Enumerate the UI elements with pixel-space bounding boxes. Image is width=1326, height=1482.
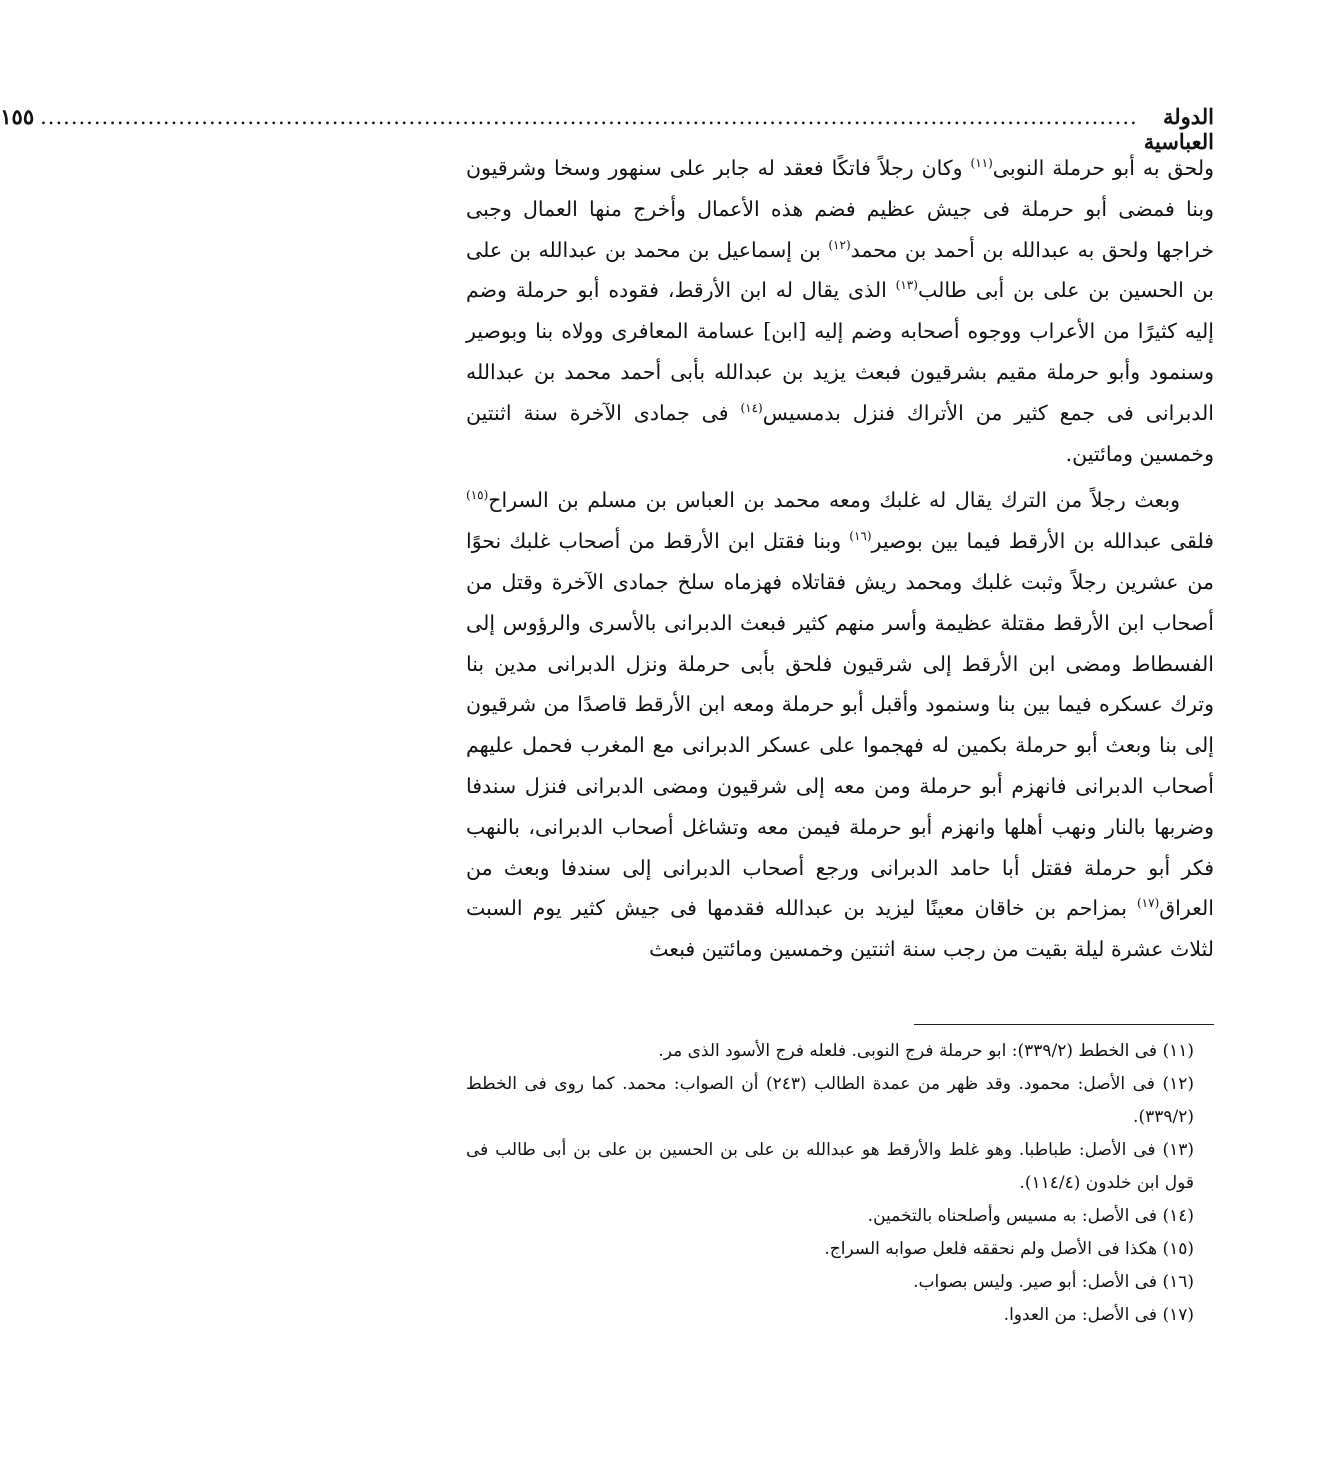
dot-leader: ...............................................................................................................................................	[40, 105, 1138, 129]
footnote-ref[interactable]: (١٣)	[895, 278, 918, 293]
footnote-ref[interactable]: (١٧)	[1136, 896, 1160, 911]
footnote-ref[interactable]: (١٥)	[466, 488, 489, 503]
paragraph	[466, 480, 1214, 970]
footnote: (١٥) هكذا فى الأصل ولم نحققه فلعل صوابه السراج.	[824, 1238, 1194, 1259]
text-run: وكان رجلاً فاتكًا فعقد له جابر على سنهور وسخا وشرقيون وبنا فمضى أبو حرملة فى جيش عظيم فضم هذه الأعمال وأخرج منها العمال وجبى خراجها ولحق به عبدالله بن أحمد بن محمد	[466, 156, 1214, 262]
footnote-ref[interactable]: (١٤)	[740, 400, 763, 415]
footnote: (١٢) فى الأصل: محمود. وقد ظهر من عمدة الطالب (٢٤٣) أن الصواب: محمد. كما روى فى الخطط (٣٣٩/٢).	[466, 1073, 1194, 1127]
running-head	[0, 104, 1214, 154]
footnote: (١٤) فى الأصل: به مسيس وأصلحناه بالتخمين.	[867, 1205, 1194, 1226]
footnote: (١١) فى الخطط (٣٣٩/٢): ابو حرملة فرج النوبى. فلعله فرج الأسود الذى مر.	[658, 1040, 1194, 1061]
footnotes	[466, 1035, 1214, 1332]
paragraph	[466, 148, 1214, 474]
book-page	[0, 104, 1215, 1332]
text-run: الذى يقال له ابن الأرقط، فقوده أبو حرملة وضم إليه كثيرًا من الأعراب ووجوه أصحابه وضم إليه [ابن] عسامة المعافرى وولاه بنا وبوصير وسنمود وأبو حرملة مقيم بشرقيون فبعث يزيد بن عبدالله بأبى أحمد محمد بن عبدالله الدبرانى فى جمع كثير من الأتراك فنزل بدمسيس	[466, 278, 1214, 425]
footnote-ref[interactable]: (١٢)	[828, 237, 851, 252]
text-run: وبعث رجلاً من الترك يقال له غلبك ومعه محمد بن العباس بن مسلم بن السراح	[488, 488, 1180, 513]
running-title: الدولة العباسية	[1143, 104, 1214, 154]
text-run: فلقى عبدالله بن الأرقط فيما بين بوصير	[871, 529, 1214, 554]
text-run: بن إسماعيل بن محمد بن عبدالله بن على بن الحسين بن على بن أبى طالب	[466, 237, 1214, 303]
footnote: (١٣) فى الأصل: طباطبا. وهو غلط والأرقط هو عبدالله بن على بن الحسين بن على بن أبى طالب فى قول ابن خلدون (١١٤/٤).	[466, 1139, 1194, 1193]
footnote: (١٧) فى الأصل: من العدوا.	[1003, 1304, 1194, 1325]
page-number: ١٥٥	[0, 104, 35, 129]
footnote-ref[interactable]: (١١)	[970, 156, 993, 171]
footnote-separator	[914, 1024, 1214, 1025]
text-run: وبنا فقتل ابن الأرقط من أصحاب غلبك نحوًا من عشرين رجلاً وثبت غلبك ومحمد ريش فقاتلاه فهزماه سلخ جمادى الآخرة وقتل من أصحاب ابن الأرقط مقتلة عظيمة وأسر منهم كثير فبعث الدبرانى بالأسرى والرؤوس إلى الفسطاط ومضى ابن الأرقط إلى شرقيون فلحق بأبى حرملة ونزل الدبرانى مدين بنا وترك عسكره فيما بين بنا وسنمود وأقبل أبو حرملة ومعه ابن الأرقط قاصدًا من شرقيون إلى بنا وبعث أبو حرملة بكمين له فهجموا على عسكر الدبرانى مع المغرب فحمل عليهم أصحاب الدبرانى فانهزم أبو حرملة ومن معه إلى شرقيون ومضى الدبرانى فنزل سندفا وضربها بالنار ونهب أهلها وانهزم أبو حرملة فيمن معه وتشاغل أصحاب الدبرانى، بالنهب فكر أبو حرملة فقتل أبا حامد الدبرانى ورجع أصحاب الدبرانى إلى سندفا وبعث من العراق	[466, 529, 1214, 921]
text-run: فى جمادى الآخرة سنة اثنتين وخمسين ومائتين.	[466, 400, 1214, 466]
footnote-ref[interactable]: (١٦)	[849, 529, 872, 544]
text-run: ولحق به أبو حرملة النوبى	[992, 156, 1215, 180]
footnote: (١٦) فى الأصل: أبو صير. وليس بصواب.	[913, 1271, 1194, 1292]
main-text	[466, 148, 1214, 970]
text-run: بمزاحم بن خاقان معينًا ليزيد بن عبدالله فقدمها فى جيش كثير يوم السبت لثلاث عشرة ليلة بقيت من رجب سنة اثنتين وخمسين ومائتين فبعث	[466, 896, 1214, 962]
